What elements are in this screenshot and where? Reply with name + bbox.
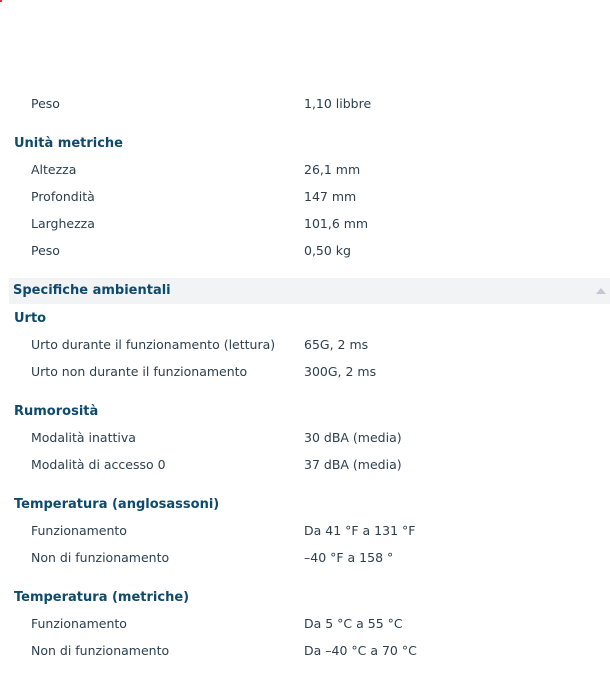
spec-value: 26,1 mm <box>304 162 361 177</box>
corner-marker <box>0 0 2 2</box>
spec-row-height <box>0 158 610 185</box>
spec-row-imperial-weight <box>0 92 610 119</box>
spec-label: Urto durante il funzionamento (lettura) <box>31 337 276 352</box>
spec-row-operating-temp-c <box>0 612 610 639</box>
spec-row-weight <box>0 239 610 266</box>
spec-value: 300G, 2 ms <box>304 364 377 379</box>
section-title: Specifiche ambientali <box>13 283 171 298</box>
spec-label: Non di funzionamento <box>31 643 170 658</box>
spec-value: 1,10 libbre <box>304 96 372 111</box>
spec-value: 30 dBA (media) <box>304 430 402 445</box>
spec-label: Altezza <box>31 162 77 177</box>
section-header-environmental[interactable] <box>9 278 610 304</box>
spec-value: Da 41 °F a 131 °F <box>304 523 416 538</box>
spec-row-operating-shock <box>0 333 610 360</box>
spec-row-non-operating-temp-c <box>0 639 610 666</box>
spec-row-non-operating-shock <box>0 360 610 387</box>
spec-label: Non di funzionamento <box>31 550 170 565</box>
spec-value: Da 5 °C a 55 °C <box>304 616 403 631</box>
heading-metric-units: Unità metriche <box>14 136 124 151</box>
spec-label: Urto non durante il funzionamento <box>31 364 248 379</box>
spec-row-idle-noise <box>0 426 610 453</box>
spec-row-depth <box>0 185 610 212</box>
spec-value: 65G, 2 ms <box>304 337 369 352</box>
spec-value: 147 mm <box>304 189 357 204</box>
spec-value: 0,50 kg <box>304 243 351 258</box>
spec-row-operating-temp-f <box>0 519 610 546</box>
spec-row-non-operating-temp-f <box>0 546 610 573</box>
spec-label: Funzionamento <box>31 616 127 631</box>
heading-shock: Urto <box>14 311 47 326</box>
spec-value: –40 °F a 158 ° <box>304 550 394 565</box>
heading-temperature-metric: Temperatura (metriche) <box>14 590 190 605</box>
spec-row-access-noise <box>0 453 610 480</box>
spec-label: Funzionamento <box>31 523 127 538</box>
spec-label: Peso <box>31 96 60 111</box>
heading-noise: Rumorosità <box>14 404 99 419</box>
chevron-up-icon[interactable] <box>596 288 606 294</box>
spec-label: Profondità <box>31 189 95 204</box>
spec-label: Peso <box>31 243 60 258</box>
spec-value: 101,6 mm <box>304 216 369 231</box>
spec-label: Modalità di accesso 0 <box>31 457 166 472</box>
heading-temperature-imperial: Temperatura (anglosassoni) <box>14 497 220 512</box>
spec-value: 37 dBA (media) <box>304 457 402 472</box>
spec-row-width <box>0 212 610 239</box>
spec-value: Da –40 °C a 70 °C <box>304 643 417 658</box>
spec-label: Larghezza <box>31 216 95 231</box>
spec-label: Modalità inattiva <box>31 430 136 445</box>
